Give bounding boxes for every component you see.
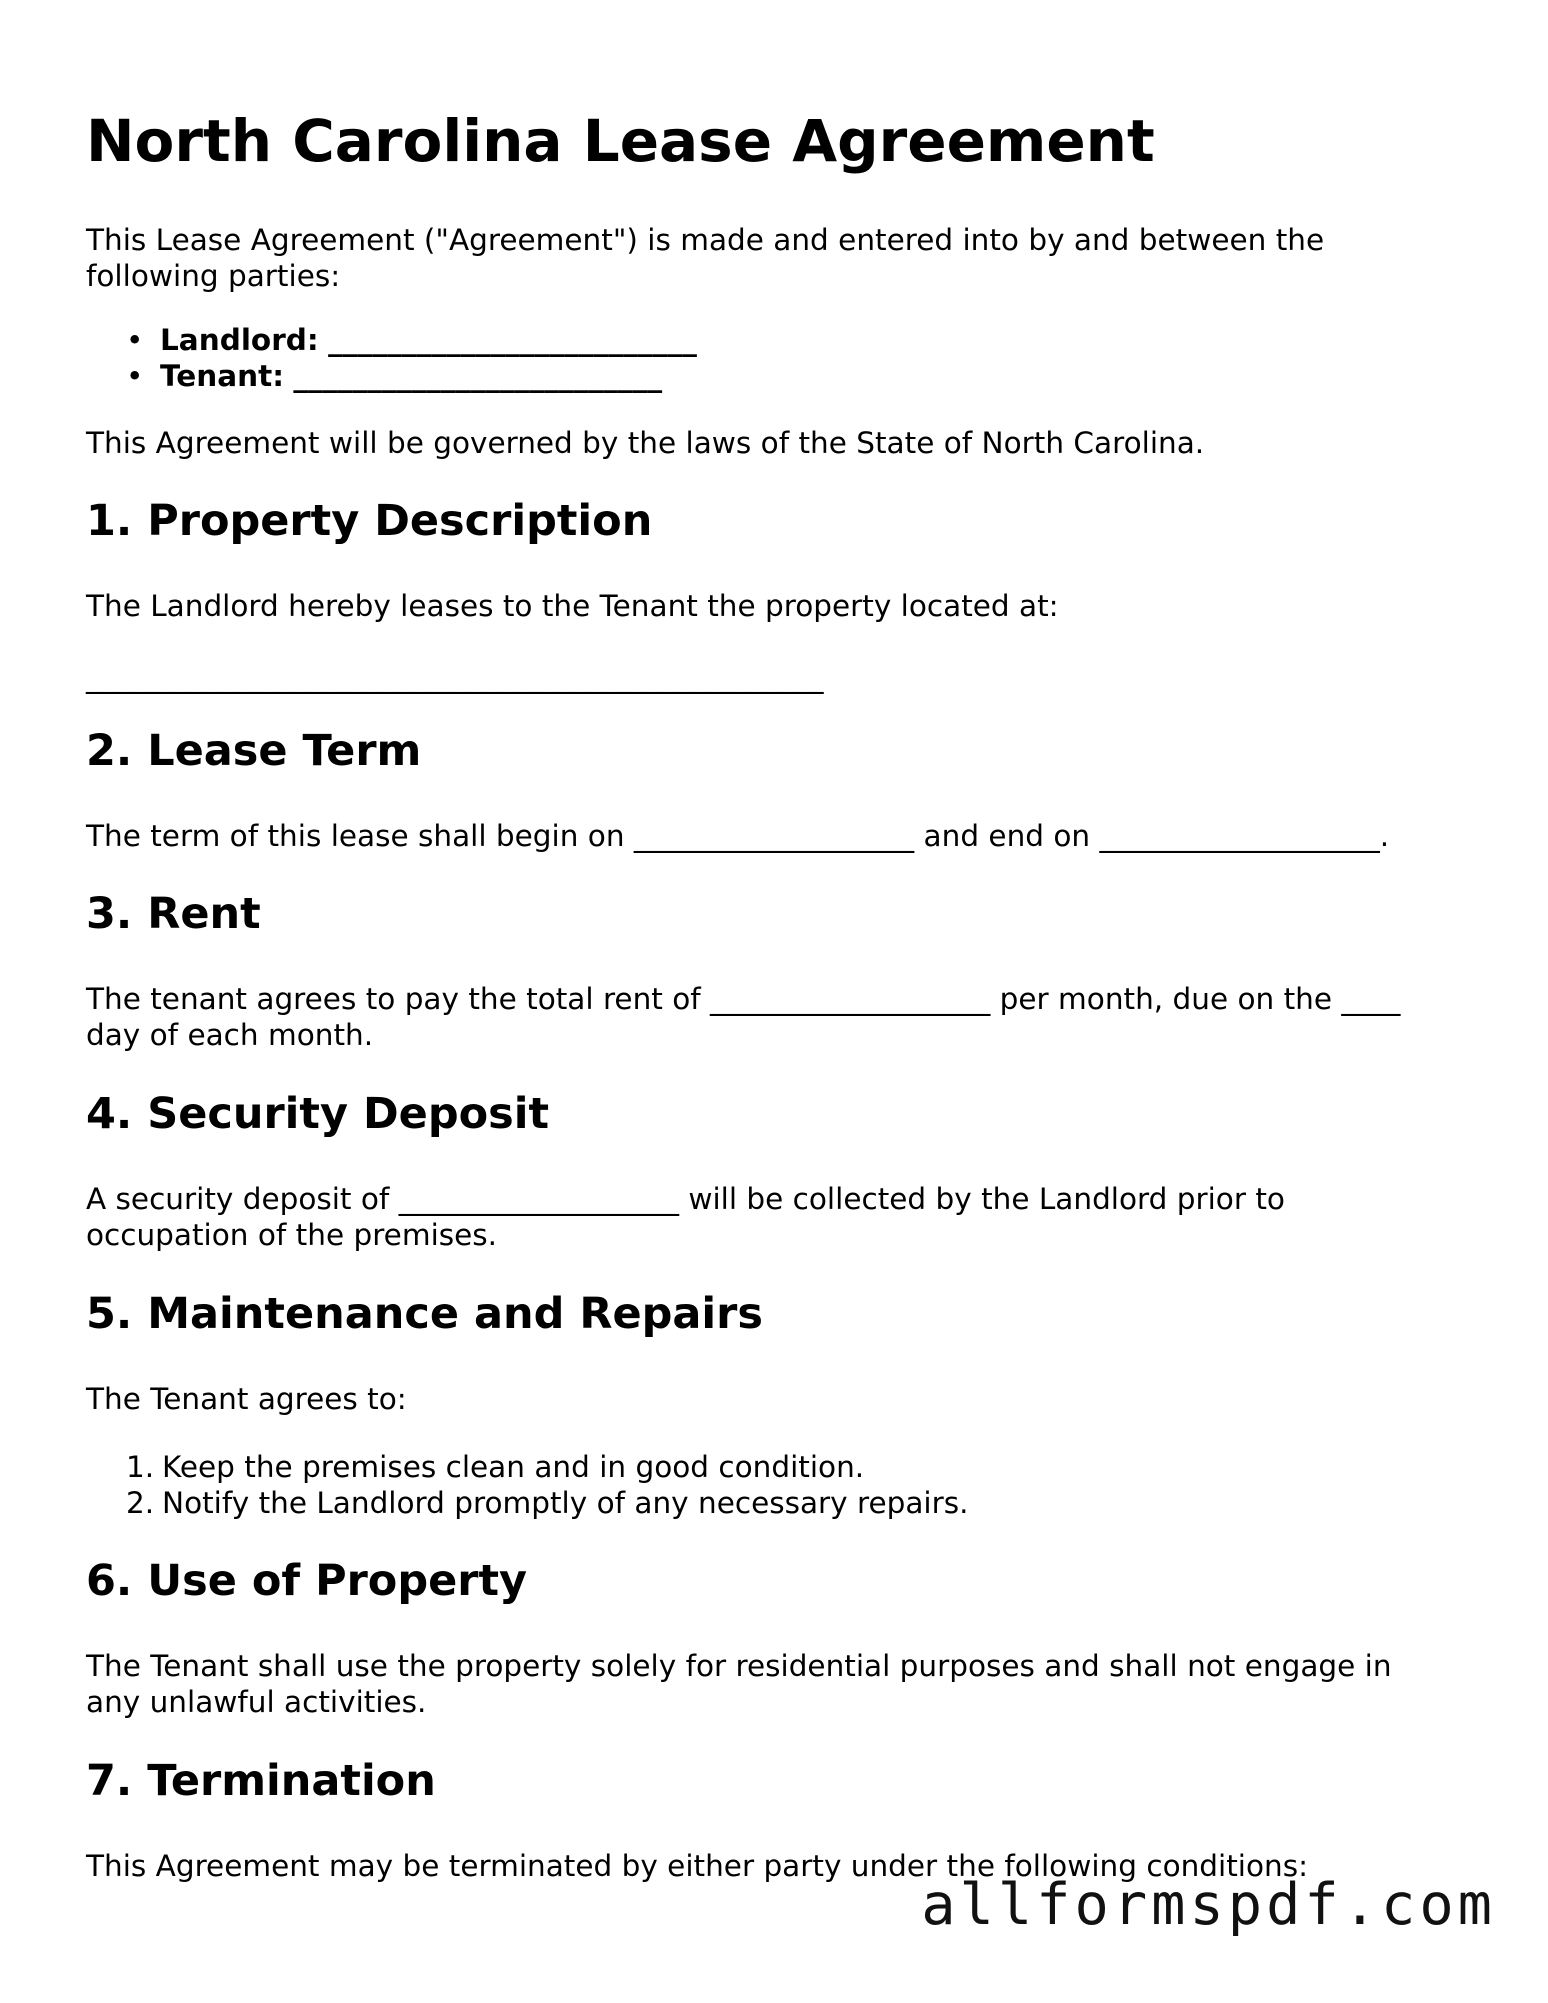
- section-7-heading: 7. Termination: [86, 1756, 436, 1806]
- property-text: The Landlord hereby leases to the Tenant the property located at:: [86, 589, 1059, 623]
- use-line-2: any unlawful activities.: [86, 1685, 427, 1719]
- maintenance-item: [126, 1485, 969, 1521]
- intro-line-2: following parties:: [86, 259, 341, 293]
- intro-line-1: This Lease Agreement ("Agreement") is made and entered into by and between the: [86, 223, 1325, 257]
- maintenance-item: [126, 1449, 864, 1485]
- bullet-icon: •: [126, 323, 144, 357]
- section-3-heading: 3. Rent: [86, 889, 261, 939]
- item-text: Notify the Landlord promptly of any necessary repairs.: [162, 1486, 969, 1520]
- deposit-paragraph: [86, 1181, 1285, 1253]
- intro-paragraph: [86, 222, 1324, 294]
- landlord-label: Landlord:: [160, 323, 319, 357]
- section-5-heading: 5. Maintenance and Repairs: [86, 1289, 763, 1339]
- tenant-label: Tenant:: [160, 359, 285, 393]
- tenant-blank[interactable]: _________________________: [293, 359, 663, 393]
- watermark-text: allformspdf.com: [921, 1872, 1496, 1938]
- document-title: North Carolina Lease Agreement: [86, 107, 1155, 175]
- item-number: 2.: [126, 1486, 155, 1520]
- section-1-heading: 1. Property Description: [86, 496, 653, 546]
- termination-text: This Agreement may be terminated by either party under the following conditions:: [86, 1849, 1309, 1883]
- section-6-heading: 6. Use of Property: [86, 1556, 528, 1606]
- bullet-icon: •: [126, 359, 144, 393]
- landlord-blank[interactable]: _________________________: [328, 323, 697, 357]
- party-landlord: [126, 322, 697, 358]
- item-text: Keep the premises clean and in good condition.: [162, 1450, 865, 1484]
- deposit-line-1: A security deposit of ___________________ will be collected by the Landlord prior to: [86, 1182, 1285, 1216]
- section-2-heading: 2. Lease Term: [86, 726, 422, 776]
- rent-line-1: The tenant agrees to pay the total rent of ___________________ per month, due on the ____: [86, 982, 1401, 1016]
- governing-law-text: This Agreement will be governed by the laws of the State of North Carolina.: [86, 426, 1205, 460]
- deposit-line-2: occupation of the premises.: [86, 1218, 498, 1252]
- rent-line-2: day of each month.: [86, 1018, 374, 1052]
- use-line-1: The Tenant shall use the property solely for residential purposes and shall not engage in: [86, 1649, 1392, 1683]
- section-4-heading: 4. Security Deposit: [86, 1089, 550, 1139]
- maintenance-intro: The Tenant agrees to:: [86, 1382, 407, 1416]
- party-tenant: [126, 358, 662, 394]
- item-number: 1.: [126, 1450, 155, 1484]
- lease-term-text: The term of this lease shall begin on ___________________ and end on ___________________.: [86, 819, 1390, 853]
- rent-paragraph: [86, 981, 1400, 1053]
- use-paragraph: [86, 1648, 1392, 1720]
- property-address-blank[interactable]: __________________________________________________: [86, 660, 824, 694]
